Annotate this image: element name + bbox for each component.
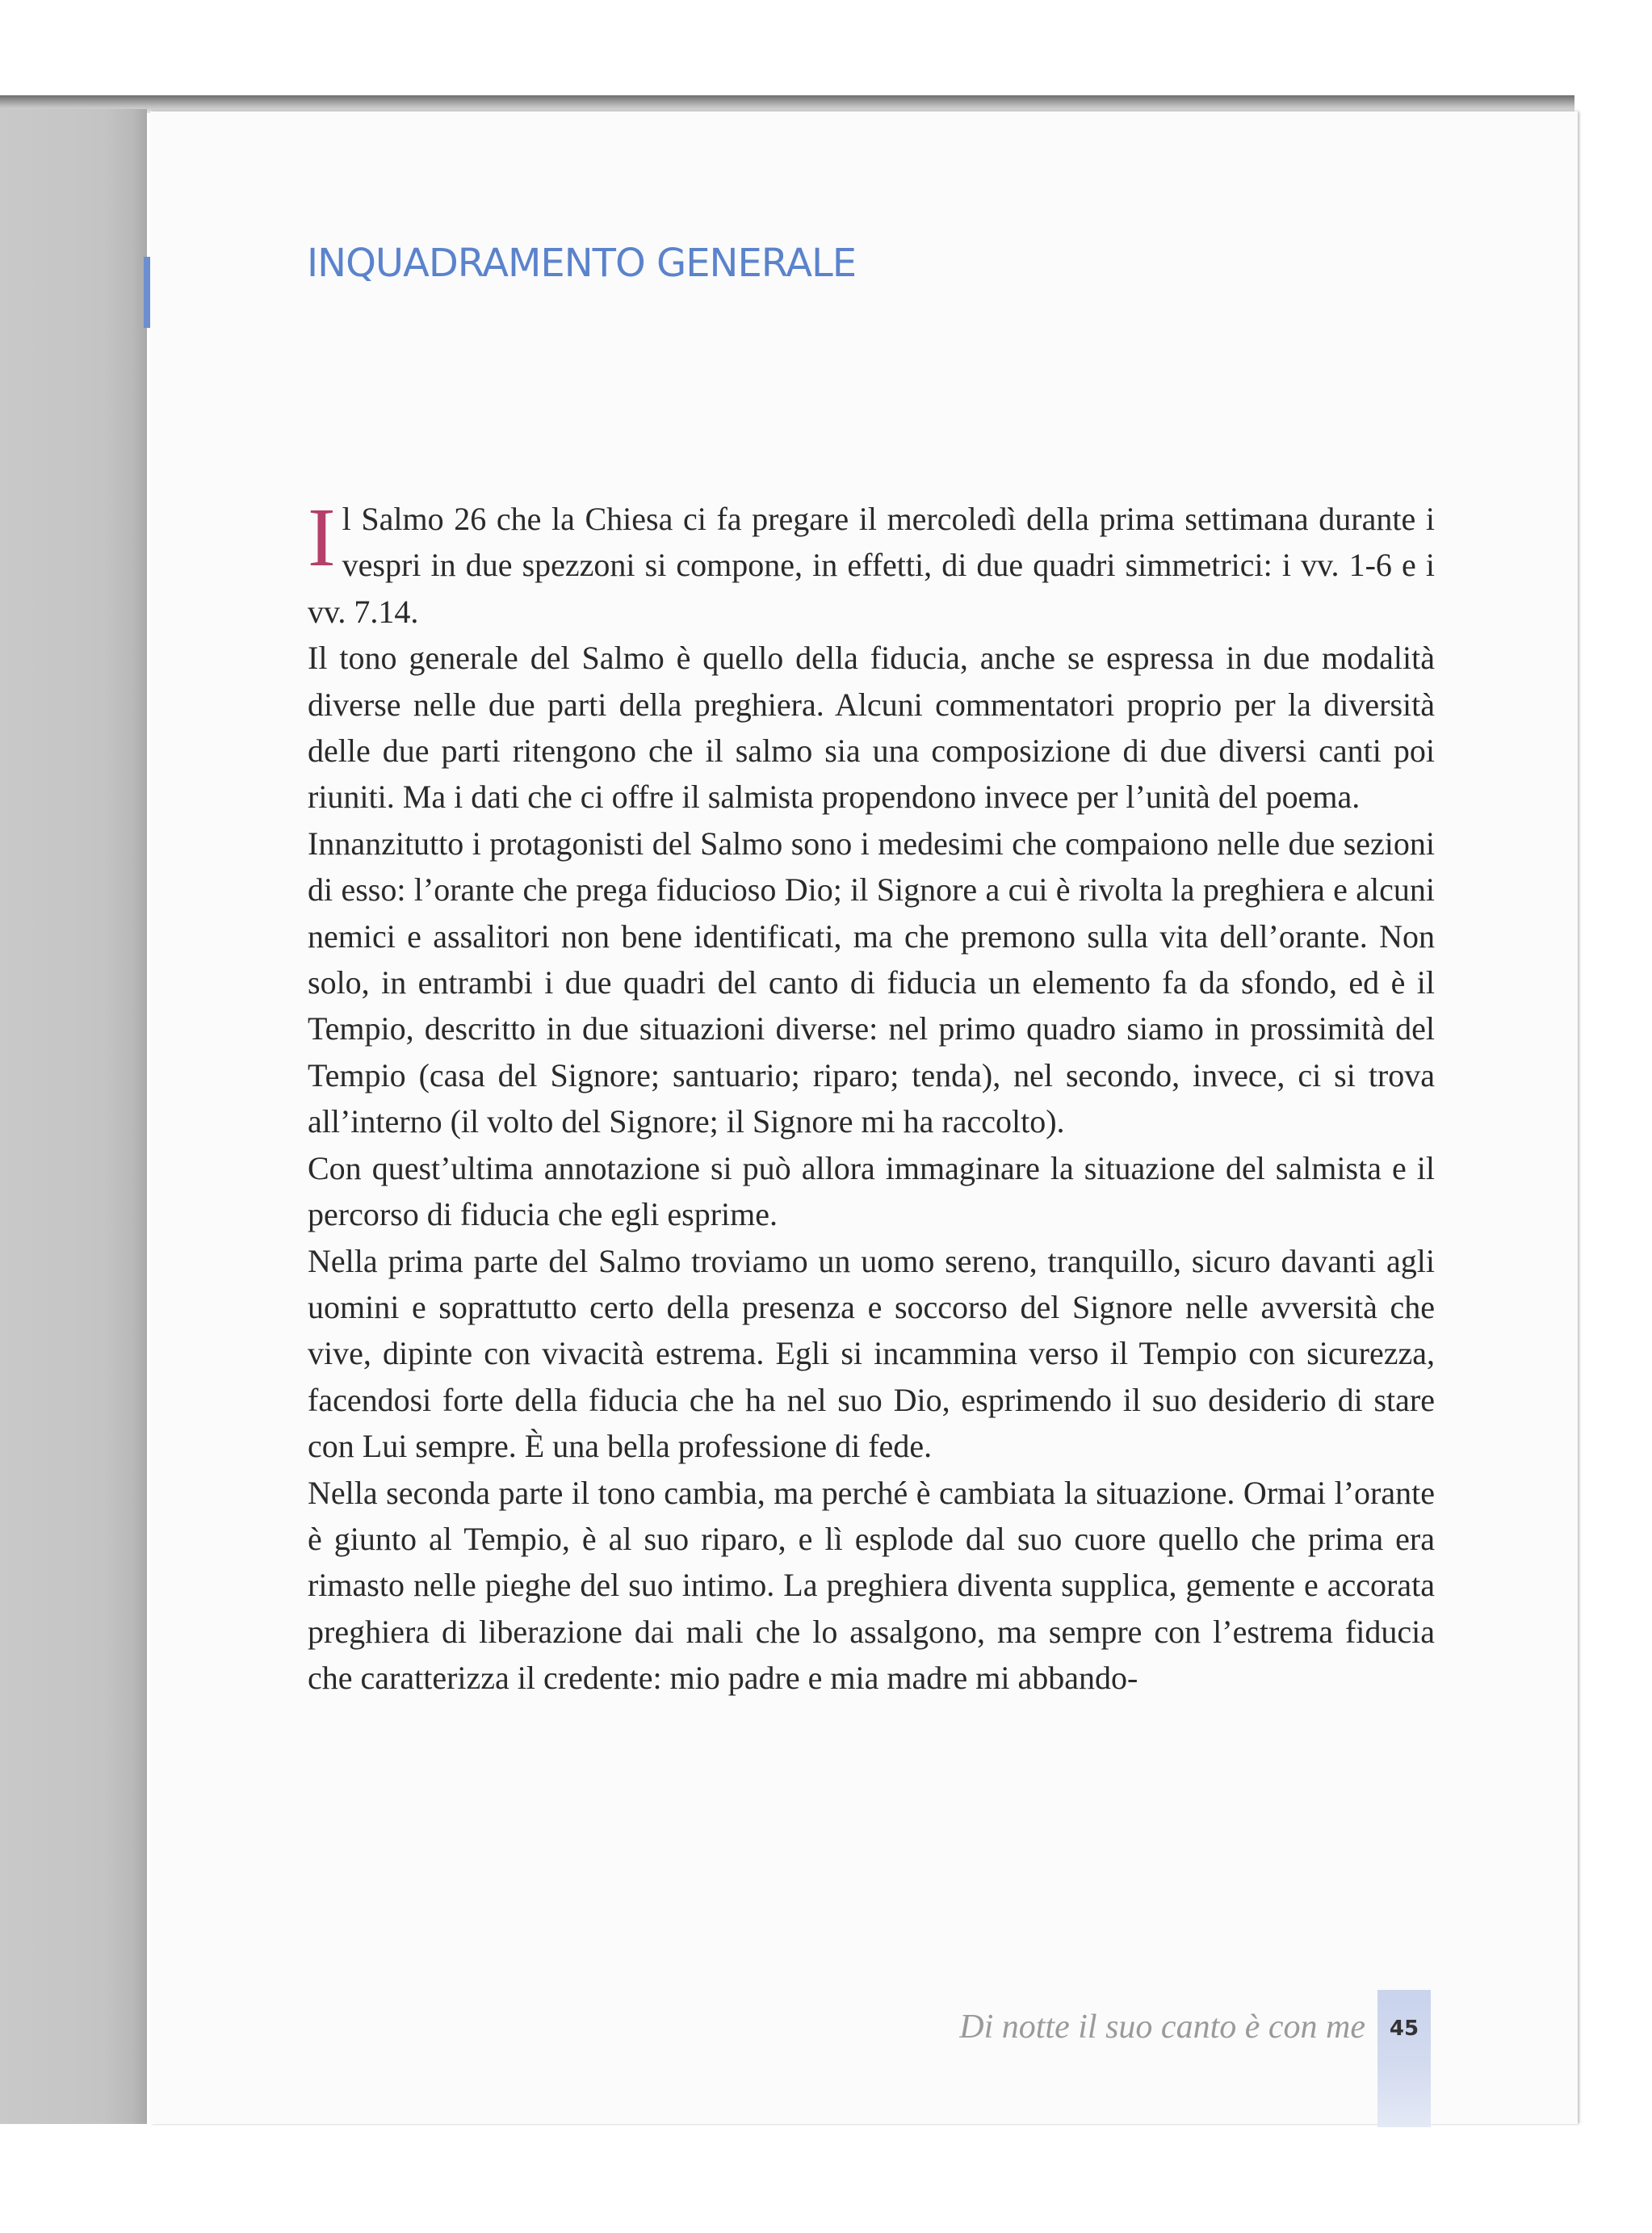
running-footer-title: Di notte il suo canto è con me — [959, 2008, 1365, 2046]
paragraph-1 — [308, 491, 1435, 635]
paragraph-4: Con quest’ultima annotazione si può allora immaginare la situazione del salmista e il percorso di fiducia che egli esprime. — [308, 1149, 1435, 1233]
paragraph-1-text: l Salmo 26 che la Chiesa ci fa pregare il mercoledì della prima settimana durante i vespri in due spezzoni si compone, in effetti, di due quadri simmetrici: i vv. 1-6 e i vv. 7.14. — [308, 501, 1435, 630]
page-number: 45 — [1389, 2017, 1419, 2041]
paragraph-5: Nella prima parte del Salmo troviamo un uomo sereno, tranquillo, sicuro davanti agli uomini e soprattutto certo della presenza e soccorso del Signore nelle avversità che vive, dipinte con vivacità estrema. Egli si incammina verso il Tempio con sicurezza, facendosi forte della fiducia che ha nel suo Dio, esprimendo il suo desiderio di stare con Lui sempre. È una bella professione di fede. — [308, 1242, 1435, 1465]
top-scan-shadow — [0, 95, 1574, 113]
paragraph-6: Nella seconda parte il tono cambia, ma perché è cambiata la situazione. Ormai l’orante è giunto al Tempio, è al suo riparo, e lì esplode dal suo cuore quello che prima era rimasto nelle pieghe del suo intimo. La preghiera diventa supplica, gemente e accorata preghiera di liberazione dai mali che lo assalgono, ma sempre con l’estrema fiducia che caratterizza il credente: mio padre e mia madre mi abbando- — [308, 1474, 1435, 1697]
page-number-tab — [1377, 1990, 1431, 2127]
paragraph-3: Innanzitutto i protagonisti del Salmo sono i medesimi che compaiono nelle due sezioni di esso: l’orante che prega fiducioso Dio; il Signore a cui è rivolta la preghiera e alcuni nemici e assalitori non bene identificati, ma che premono sulla vita dell’orante. Non solo, in entrambi i due quadri del canto di fiducia un elemento fa da sfondo, ed è il Tempio, descritto in due situazioni diverse: nel primo quadro siamo in prossimità del Tempio (casa del Signore; santuario; riparo; tenda), nel secondo, invece, ci si trova all’interno (il volto del Signore; il Signore mi ha raccolto). — [308, 825, 1435, 1140]
section-heading: INQUADRAMENTO GENERALE — [307, 241, 857, 286]
paragraph-2: Il tono generale del Salmo è quello della fiducia, anche se espressa in due modalità diverse nelle due parti della preghiera. Alcuni commentatori proprio per la diversità delle due parti ritengono che il salmo sia una composizione di due diversi canti poi riuniti. Ma i dati che ci offre il salmista propendono invece per l’unità del poema. — [308, 640, 1435, 816]
drop-cap: I — [308, 491, 336, 584]
book-spine-edge — [0, 109, 147, 2124]
body-text — [308, 491, 1435, 1702]
